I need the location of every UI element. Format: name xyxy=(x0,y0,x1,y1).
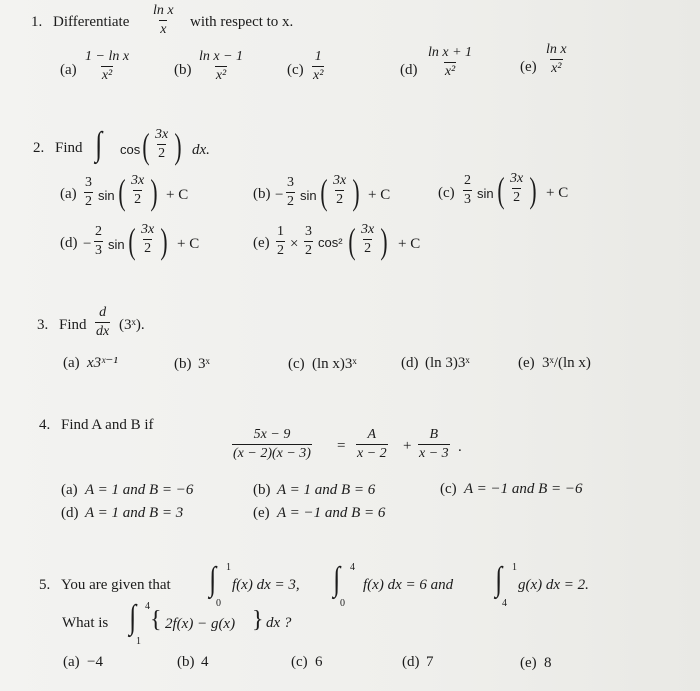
q4-option-b-label: (b) xyxy=(253,482,271,498)
q2-b-tail: + C xyxy=(368,187,391,203)
q3-d-num: d xyxy=(99,305,107,320)
q3-option-a-label: (a) xyxy=(63,355,80,371)
q2-c-func: sin xyxy=(477,186,494,201)
q2-dx: dx. xyxy=(192,142,210,158)
q4-prompt: Find A and B if xyxy=(61,417,154,433)
q1-b-den: x² xyxy=(215,68,227,83)
q1-expr-denominator: x xyxy=(160,22,167,37)
q2-d-coef xyxy=(94,225,103,258)
left-paren: ( xyxy=(348,221,356,261)
q2-option-b-label: (b) xyxy=(253,186,271,202)
q3-option-d: (ln 3)3ˣ xyxy=(425,355,470,371)
right-paren: ) xyxy=(174,126,182,166)
q1-c-den: x² xyxy=(313,68,324,83)
q2-c-coef-num: 2 xyxy=(464,173,471,188)
q2-option-c-label: (c) xyxy=(438,185,455,201)
q2-c-coef-den: 3 xyxy=(464,192,471,207)
q5-option-a-label: (a) xyxy=(63,654,80,670)
q4-equals: = xyxy=(337,438,346,454)
q4-option-c-label: (c) xyxy=(440,481,457,497)
q2-e-arg xyxy=(360,223,375,256)
q1-c-num: 1 xyxy=(314,49,322,64)
q3-option-a: x3ˣ⁻¹ xyxy=(87,355,118,371)
q4-lhs xyxy=(232,428,312,461)
left-brace: { xyxy=(150,607,162,633)
q2-e-arg-den: 2 xyxy=(364,241,372,256)
q2-e-coef2 xyxy=(304,225,313,258)
q1-option-e xyxy=(545,43,568,76)
q4-option-d: A = 1 and B = 3 xyxy=(85,505,184,521)
q3-d-den: dx xyxy=(96,324,110,339)
q2-b-coef xyxy=(286,176,295,209)
q2-e-times: × xyxy=(290,236,299,252)
integral-sign: ∫ xyxy=(495,561,503,598)
q1-expression xyxy=(152,4,175,37)
q5-option-a: −4 xyxy=(87,654,103,670)
q2-prompt: Find xyxy=(55,140,83,156)
left-paren: ( xyxy=(142,126,150,166)
q2-option-e-label: (e) xyxy=(253,235,270,251)
q2-a-arg-den: 2 xyxy=(134,192,142,207)
q5-prompt: You are given that xyxy=(61,577,171,593)
q4-number: 4. xyxy=(39,417,51,433)
q4-b-num: B xyxy=(429,427,439,442)
q1-option-d-label: (d) xyxy=(400,62,418,78)
q4-a-num: A xyxy=(367,427,377,442)
q4-option-e: A = −1 and B = 6 xyxy=(277,505,386,521)
q3-argument: (3ˣ). xyxy=(119,317,145,333)
q2-a-func: sin xyxy=(98,188,115,203)
q3-number: 3. xyxy=(37,317,49,333)
q1-a-num: 1 − ln x xyxy=(85,49,130,64)
q2-b-sign: − xyxy=(275,187,284,203)
q3-option-e: 3ˣ/(ln x) xyxy=(542,355,591,371)
q2-c-arg-den: 2 xyxy=(513,190,521,205)
right-paren: ) xyxy=(380,221,388,261)
q5-i2-lower: 0 xyxy=(340,598,345,609)
q4-end: . xyxy=(458,439,462,455)
q5-i2-body: f(x) dx = 6 and xyxy=(363,577,454,593)
q1-expr-numerator: ln x xyxy=(153,3,174,18)
q2-a-tail: + C xyxy=(166,187,189,203)
q1-d-num: ln x + 1 xyxy=(428,45,473,60)
q4-option-a-label: (a) xyxy=(61,482,78,498)
q3-derivative xyxy=(95,306,110,339)
q5-option-b: 4 xyxy=(201,654,209,670)
left-paren: ( xyxy=(320,172,328,212)
q2-e-arg-num: 3x xyxy=(361,222,375,237)
q2-e-c1-den: 2 xyxy=(277,243,284,258)
q1-option-a xyxy=(84,50,130,83)
q1-option-c xyxy=(312,50,324,83)
q5-i4-tail: dx ? xyxy=(266,615,292,631)
q5-i1-lower: 0 xyxy=(216,598,221,609)
q4-lhs-den: (x − 2)(x − 3) xyxy=(233,446,311,461)
q5-number: 5. xyxy=(39,577,51,593)
q2-d-sign: − xyxy=(83,236,92,252)
q3-option-b: 3ˣ xyxy=(198,356,210,372)
q2-a-coef xyxy=(84,176,93,209)
q5-option-c: 6 xyxy=(315,654,323,670)
q2-b-coef-num: 3 xyxy=(287,175,294,190)
q4-lhs-num: 5x − 9 xyxy=(253,427,291,442)
q4-b-den: x − 3 xyxy=(419,446,449,461)
q2-b-coef-den: 2 xyxy=(287,194,294,209)
q1-option-e-label: (e) xyxy=(520,59,537,75)
right-paren: ) xyxy=(529,170,537,210)
q5-i3-upper: 1 xyxy=(512,562,517,573)
q2-e-func: cos² xyxy=(318,235,343,250)
q4-option-e-label: (e) xyxy=(253,505,270,521)
q2-c-arg xyxy=(509,172,524,205)
q4-option-a: A = 1 and B = −6 xyxy=(85,482,194,498)
q5-option-b-label: (b) xyxy=(177,654,195,670)
q5-i4-upper: 4 xyxy=(145,601,150,612)
q1-option-d xyxy=(427,46,473,79)
q2-e-c2-den: 2 xyxy=(305,243,312,258)
q2-e-coef1 xyxy=(276,225,285,258)
q2-a-coef-num: 3 xyxy=(85,175,92,190)
right-paren: ) xyxy=(160,221,168,261)
q5-i1-upper: 1 xyxy=(226,562,231,573)
q1-option-a-label: (a) xyxy=(60,62,77,78)
q4-plus: + xyxy=(403,438,412,454)
q5-option-d: 7 xyxy=(426,654,434,670)
q4-option-c: A = −1 and B = −6 xyxy=(464,481,583,497)
q2-c-tail: + C xyxy=(546,185,569,201)
q5-i4-body: 2f(x) − g(x) xyxy=(165,616,236,632)
left-paren: ( xyxy=(128,221,136,261)
q5-option-c-label: (c) xyxy=(291,654,308,670)
q5-i4-lower: 1 xyxy=(136,636,141,647)
integral-sign: ∫ xyxy=(333,561,341,598)
q3-option-c-label: (c) xyxy=(288,356,305,372)
q2-b-arg-den: 2 xyxy=(336,192,344,207)
q2-e-c2-num: 3 xyxy=(305,224,312,239)
q1-option-c-label: (c) xyxy=(287,62,304,78)
q2-option-d-label: (d) xyxy=(60,235,78,251)
q5-i3-body: g(x) dx = 2. xyxy=(518,577,589,593)
integral-sign: ∫ xyxy=(209,561,217,598)
q1-d-den: x² xyxy=(444,64,456,79)
q2-a-coef-den: 2 xyxy=(85,194,92,209)
q2-d-arg-den: 2 xyxy=(144,241,152,256)
q2-arg-den: 2 xyxy=(158,146,166,161)
q2-d-arg-num: 3x xyxy=(141,222,155,237)
q2-option-a-label: (a) xyxy=(60,186,77,202)
q4-term-a xyxy=(356,428,388,461)
left-paren: ( xyxy=(497,170,505,210)
q3-prompt: Find xyxy=(59,317,87,333)
q3-option-d-label: (d) xyxy=(401,355,419,371)
q5-option-e: 8 xyxy=(544,655,552,671)
q2-e-c1-num: 1 xyxy=(277,224,284,239)
q2-d-tail: + C xyxy=(177,236,200,252)
q2-d-coef-den: 3 xyxy=(95,243,102,258)
q4-a-den: x − 2 xyxy=(357,446,387,461)
q1-prompt: Differentiate xyxy=(53,14,130,30)
q2-b-arg xyxy=(332,174,347,207)
q3-option-c: (ln x)3ˣ xyxy=(312,356,357,372)
q4-term-b xyxy=(418,428,450,461)
q2-c-coef xyxy=(463,174,472,207)
integral-sign: ∫ xyxy=(95,126,103,163)
q2-c-arg-num: 3x xyxy=(510,171,524,186)
q1-a-den: x² xyxy=(101,68,113,83)
q4-option-d-label: (d) xyxy=(61,505,79,521)
q5-what: What is xyxy=(62,615,109,631)
q1-e-den: x² xyxy=(551,61,562,76)
q1-option-b-label: (b) xyxy=(174,62,192,78)
q2-d-func: sin xyxy=(108,237,125,252)
q5-i2-upper: 4 xyxy=(350,562,355,573)
q2-argument xyxy=(154,128,169,161)
q2-arg-num: 3x xyxy=(155,127,169,142)
q2-a-arg xyxy=(130,174,145,207)
q5-option-d-label: (d) xyxy=(402,654,420,670)
q5-option-e-label: (e) xyxy=(520,655,537,671)
q5-i3-lower: 4 xyxy=(502,598,507,609)
q2-e-tail: + C xyxy=(398,236,421,252)
q2-d-coef-num: 2 xyxy=(95,224,102,239)
right-paren: ) xyxy=(352,172,360,212)
q2-b-func: sin xyxy=(300,188,317,203)
q1-suffix: with respect to x. xyxy=(190,14,294,30)
integral-sign: ∫ xyxy=(129,599,137,636)
q2-d-arg xyxy=(140,223,155,256)
left-paren: ( xyxy=(118,172,126,212)
q3-option-e-label: (e) xyxy=(518,355,535,371)
q2-a-arg-num: 3x xyxy=(131,173,145,188)
right-paren: ) xyxy=(150,172,158,212)
q5-i1-body: f(x) dx = 3, xyxy=(232,577,300,593)
q1-number: 1. xyxy=(31,14,43,30)
right-brace: } xyxy=(252,607,264,633)
q2-number: 2. xyxy=(33,140,45,156)
q2-b-arg-num: 3x xyxy=(333,173,347,188)
q4-option-b: A = 1 and B = 6 xyxy=(277,482,376,498)
q1-e-num: ln x xyxy=(546,42,567,57)
q3-option-b-label: (b) xyxy=(174,356,192,372)
q2-func: cos xyxy=(120,142,141,157)
q1-option-b xyxy=(198,50,244,83)
q1-b-num: ln x − 1 xyxy=(199,49,244,64)
